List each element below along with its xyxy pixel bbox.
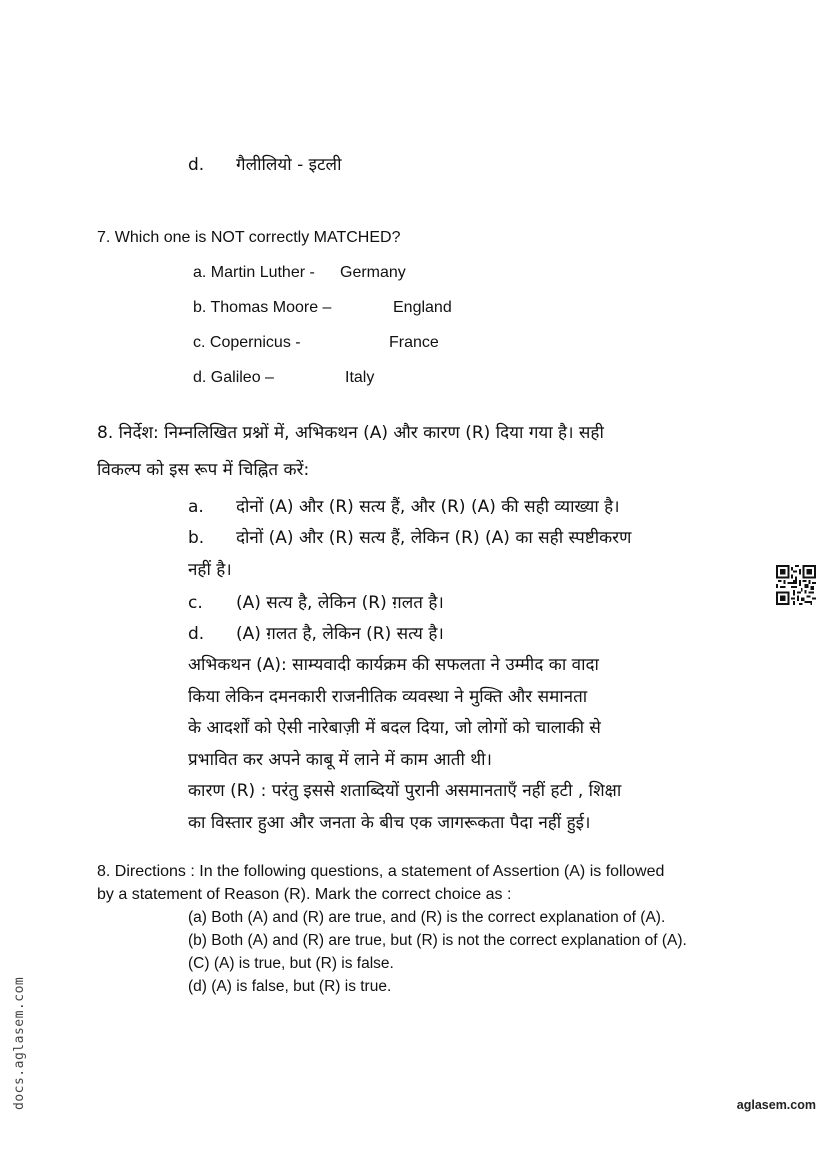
option-right: France: [389, 334, 439, 351]
assertion-line: के आदर्शों को ऐसी नारेबाज़ी में बदल दिया, जो लोगों को चालाकी से: [188, 718, 601, 738]
side-watermark: docs.aglasem.com: [12, 976, 27, 1110]
option-left: a. Martin Luther -: [193, 264, 315, 281]
option-left: b. Thomas Moore –: [193, 299, 332, 316]
q8-english-option-a: (a) Both (A) and (R) are true, and (R) is the correct explanation of (A).: [188, 909, 666, 926]
assertion-line: किया लेकिन दमनकारी राजनीतिक व्यवस्था ने मुक्ति और समानता: [188, 686, 588, 707]
option-text: (A) सत्य है, लेकिन (R) ग़लत है।: [236, 593, 444, 613]
q8-hindi-option-b: [188, 525, 631, 548]
q8-hindi-option-b-cont: [188, 557, 232, 580]
q7-question: 7. Which one is NOT correctly MATCHED?: [97, 229, 401, 246]
option-right: Germany: [340, 264, 406, 281]
option-left: d. Galileo –: [193, 369, 274, 386]
option-label: c.: [188, 593, 203, 613]
option-left: c. Copernicus -: [193, 334, 301, 351]
q8-english-option-b: (b) Both (A) and (R) are true, but (R) is not the correct explanation of (A).: [188, 932, 687, 949]
q8-hindi-instruction-line1: 8. निर्देश: निम्नलिखित प्रश्नों में, अभिकथन (A) और कारण (R) दिया गया है। सही: [97, 423, 604, 443]
q8-hindi-option-c: [188, 590, 444, 613]
option-text: दोनों (A) और (R) सत्य हैं, और (R) (A) की सही व्याख्या है।: [236, 497, 620, 517]
q8-hindi-option-a: [188, 494, 620, 517]
option-text: गैलीलियो - इटली: [236, 155, 342, 175]
assertion-line: अभिकथन (A): साम्यवादी कार्यक्रम की सफलता ने उम्मीद का वादा: [188, 655, 599, 675]
q8-english-option-c: (C) (A) is true, but (R) is false.: [188, 955, 394, 972]
option-right: England: [393, 299, 452, 316]
q8-hindi-instruction-line2: विकल्प को इस रूप में चिह्नित करें:: [97, 460, 310, 480]
q8-english-line1: 8. Directions : In the following questions, a statement of Assertion (A) is followed: [97, 863, 665, 880]
q8-english-line2: by a statement of Reason (R). Mark the correct choice as :: [97, 886, 512, 903]
option-text: नहीं है।: [188, 560, 232, 580]
option-right: Italy: [345, 369, 375, 386]
option-label: d.: [188, 624, 205, 644]
option-text: दोनों (A) और (R) सत्य हैं, लेकिन (R) (A) का सही स्पष्टीकरण: [236, 528, 632, 548]
qr-code-icon[interactable]: [776, 565, 816, 605]
q6-option-d: [188, 152, 341, 175]
option-label: a.: [188, 497, 204, 517]
q8-hindi-option-d: [188, 621, 444, 644]
footer-watermark[interactable]: aglasem.com: [736, 1098, 816, 1112]
q8-english-option-d: (d) (A) is false, but (R) is true.: [188, 978, 392, 995]
reason-line: का विस्तार हुआ और जनता के बीच एक जागरूकता पैदा नहीं हुई।: [188, 812, 591, 833]
q7-option-b: [193, 299, 452, 317]
option-label: d.: [188, 155, 205, 175]
q7-option-a: [193, 264, 406, 282]
reason-line: कारण (R) : परंतु इससे शताब्दियों पुरानी असमानताएँ नहीं हटी , शिक्षा: [188, 781, 622, 801]
option-text: (A) ग़लत है, लेकिन (R) सत्य है।: [236, 624, 444, 644]
q7-option-c: [193, 334, 439, 352]
q7-option-d: [193, 369, 375, 387]
assertion-block: [188, 650, 621, 839]
assertion-line: प्रभावित कर अपने काबू में लाने में काम आती थी।: [188, 749, 492, 770]
option-label: b.: [188, 528, 205, 548]
